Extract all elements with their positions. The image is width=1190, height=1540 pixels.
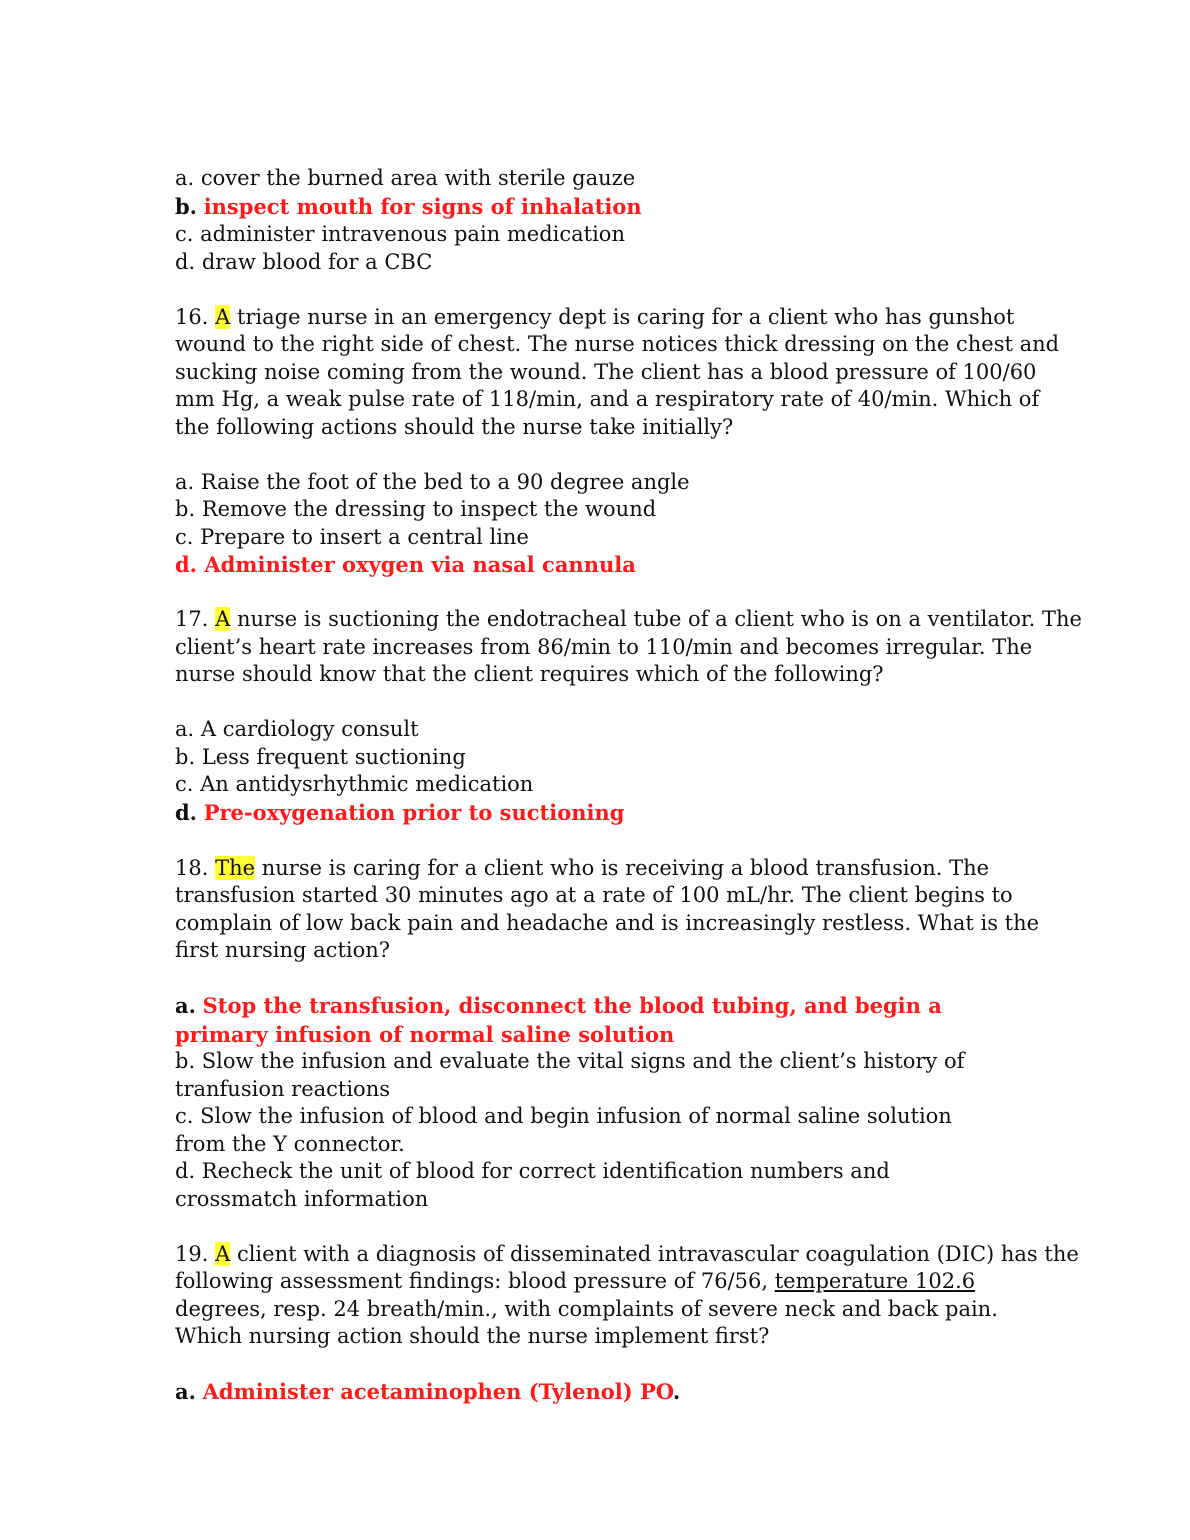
q16-option-a: a. Raise the foot of the bed to a 90 degree angle [175,469,690,494]
q19-option-a-correct: a. Administer acetaminophen (Tylenol) PO. [175,1379,681,1404]
question-18 [175,855,1040,1214]
q16-option-c: c. Prepare to insert a central line [175,524,529,549]
q16-option-b: b. Remove the dressing to inspect the wound [175,497,657,521]
highlight: A [215,1241,231,1266]
q16-stem-line: 16. A triage nurse in an emergency dept is caring for a client who has gunshot [175,304,1015,329]
q15-options [175,165,1015,276]
q19-stem-line: 19. A client with a diagnosis of disseminated intravascular coagulation (DIC) has the [175,1241,1079,1266]
q18-option-b-cont: tranfusion reactions [175,1076,391,1101]
question-number: 17. [175,607,209,631]
q15-option-a: a. cover the burned area with sterile gauze [175,166,636,190]
highlight: The [215,855,256,880]
q17-option-c: c. An antidysrhythmic medication [175,772,534,796]
q16-stem-line: mm Hg, a weak pulse rate of 118/min, and a respiratory rate of 40/min. Which of [175,387,1040,411]
highlight: A [215,607,231,631]
q19-stem-line: Which nursing action should the nurse implement first? [175,1324,770,1348]
q18-option-a-correct-cont: primary infusion of normal saline solution [175,1021,675,1047]
q19-stem-line: following assessment findings: blood pressure of 76/56, temperature 102.6 [175,1269,976,1293]
q15-option-c: c. administer intravenous pain medication [175,222,625,246]
question-number: 16. [175,304,209,329]
q19-stem-line: degrees, resp. 24 breath/min., with complaints of severe neck and back pain. [175,1296,998,1321]
q18-stem-line: first nursing action? [175,938,391,962]
document-page [175,165,1082,1407]
underlined-text: temperature 102.6 [774,1269,976,1293]
question-number: 18. [175,855,209,880]
q17-option-d-correct: d. Pre-oxygenation prior to suctioning [175,799,625,825]
q17-stem-line: nurse should know that the client requires which of the following? [175,662,884,686]
question-19 [175,1241,1079,1407]
q17-option-b: b. Less frequent suctioning [175,744,466,769]
q18-option-b: b. Slow the infusion and evaluate the vital signs and the client’s history of [175,1049,965,1073]
q16-stem-line: sucking noise coming from the wound. The client has a blood pressure of 100/60 [175,359,1037,384]
q18-option-c-cont: from the Y connector. [175,1131,405,1156]
q18-option-d-cont: crossmatch information [175,1186,429,1211]
q15-option-d: d. draw blood for a CBC [175,249,433,274]
q17-stem-line: client’s heart rate increases from 86/min to 110/min and becomes irregular. The [175,634,1033,659]
q16-option-d-correct: d. Administer oxygen via nasal cannula [175,552,636,577]
question-number: 19. [175,1241,209,1266]
q16-stem-line: the following actions should the nurse take initially? [175,414,734,439]
q18-option-d: d. Recheck the unit of blood for correct identification numbers and [175,1159,890,1183]
q18-option-c: c. Slow the infusion of blood and begin infusion of normal saline solution [175,1104,952,1128]
q18-stem-line: complain of low back pain and headache and is increasingly restless. What is the [175,910,1040,935]
q18-option-a-correct: a. Stop the transfusion, disconnect the blood tubing, and begin a [175,993,942,1018]
q15-option-b-correct: b. inspect mouth for signs of inhalation [175,193,642,219]
question-17 [175,606,1082,827]
question-16 [175,304,1060,579]
q17-stem-line: 17. A nurse is suctioning the endotracheal tube of a client who is on a ventilator. The [175,607,1082,631]
q16-stem-line: wound to the right side of chest. The nurse notices thick dressing on the chest and [175,332,1060,356]
q18-stem-line: 18. The nurse is caring for a client who is receiving a blood transfusion. The [175,855,990,880]
highlight: A [215,304,231,329]
q17-option-a: a. A cardiology consult [175,717,419,741]
q18-stem-line: transfusion started 30 minutes ago at a rate of 100 mL/hr. The client begins to [175,883,1013,907]
